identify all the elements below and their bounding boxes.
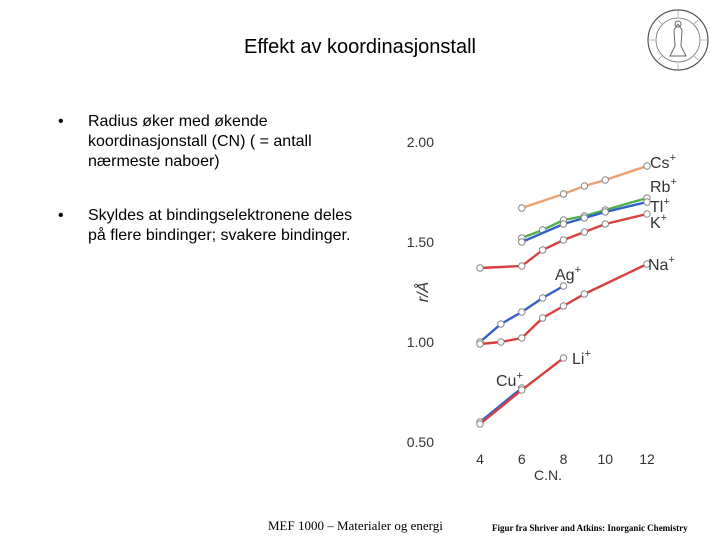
series-label-ag: Ag+ xyxy=(555,264,582,284)
data-point xyxy=(539,295,545,301)
series-label-k: K+ xyxy=(650,212,668,232)
data-point xyxy=(602,209,608,215)
data-point xyxy=(519,239,525,245)
charge-superscript: + xyxy=(516,370,523,382)
data-point xyxy=(581,183,587,189)
charge-superscript: + xyxy=(660,212,668,224)
data-point xyxy=(560,355,566,361)
charge-superscript: + xyxy=(670,176,677,188)
data-point xyxy=(560,221,566,227)
data-point xyxy=(519,263,525,269)
x-axis-label: C.N. xyxy=(534,467,562,483)
data-point xyxy=(539,315,545,321)
data-point xyxy=(519,205,525,211)
series-label-cu: Cu+ xyxy=(496,370,523,390)
y-tick-label: 2.00 xyxy=(406,134,434,150)
x-tick-label: 12 xyxy=(639,451,655,467)
bullet-marker: • xyxy=(58,207,64,224)
bullet-item xyxy=(58,112,358,172)
data-point xyxy=(519,309,525,315)
y-tick-label: 1.50 xyxy=(406,234,434,250)
data-point xyxy=(519,335,525,341)
series-label-tl: Tl+ xyxy=(650,196,670,216)
data-point xyxy=(498,321,504,327)
bullet-text: Skyldes at bindingselektronene deles på flere bindinger; svakere bindinger. xyxy=(88,207,353,244)
series-label-cs: Cs+ xyxy=(650,152,676,172)
series-line-tl xyxy=(522,202,647,242)
data-point xyxy=(477,265,483,271)
ionic-radius-chart xyxy=(390,120,720,490)
series-label-rb: Rb+ xyxy=(650,176,677,196)
series-label-li: Li+ xyxy=(572,348,591,368)
series-label-na: Na+ xyxy=(648,254,675,274)
footer-text: MEF 1000 – Materialer og energi xyxy=(268,518,443,533)
data-point xyxy=(539,247,545,253)
x-tick-label: 8 xyxy=(559,451,568,467)
series-line-cu xyxy=(480,388,522,422)
x-tick-label: 4 xyxy=(476,451,484,467)
data-point xyxy=(602,221,608,227)
slide-title: Effekt av koordinasjonstall xyxy=(244,36,476,58)
figure-credit: Figur fra Shriver and Atkins: Inorganic Chemistry xyxy=(492,523,688,533)
charge-superscript: + xyxy=(668,254,675,266)
y-tick-label: 0.50 xyxy=(406,434,434,450)
data-point xyxy=(477,341,483,347)
data-point xyxy=(560,191,566,197)
data-point xyxy=(560,303,566,309)
data-point xyxy=(477,421,483,427)
data-point xyxy=(519,387,525,393)
y-axis-label: r/Å xyxy=(415,281,432,303)
bullet-item xyxy=(58,206,358,246)
university-seal-icon xyxy=(646,8,710,72)
data-point xyxy=(602,177,608,183)
x-tick-label: 10 xyxy=(597,451,614,467)
charge-superscript: + xyxy=(663,196,670,208)
bullet-list xyxy=(58,112,358,280)
y-tick-label: 1.00 xyxy=(406,334,434,350)
charge-superscript: + xyxy=(669,152,676,164)
data-point xyxy=(581,229,587,235)
bullet-marker: • xyxy=(58,113,64,130)
data-point xyxy=(581,291,587,297)
data-point xyxy=(498,339,504,345)
data-point xyxy=(581,215,587,221)
bullet-text: Radius øker med økende koordinasjonstall (CN) ( = antall nærmeste naboer) xyxy=(88,113,312,170)
x-tick-label: 6 xyxy=(517,451,526,467)
charge-superscript: + xyxy=(574,264,582,276)
charge-superscript: + xyxy=(584,348,591,360)
data-point xyxy=(560,237,566,243)
